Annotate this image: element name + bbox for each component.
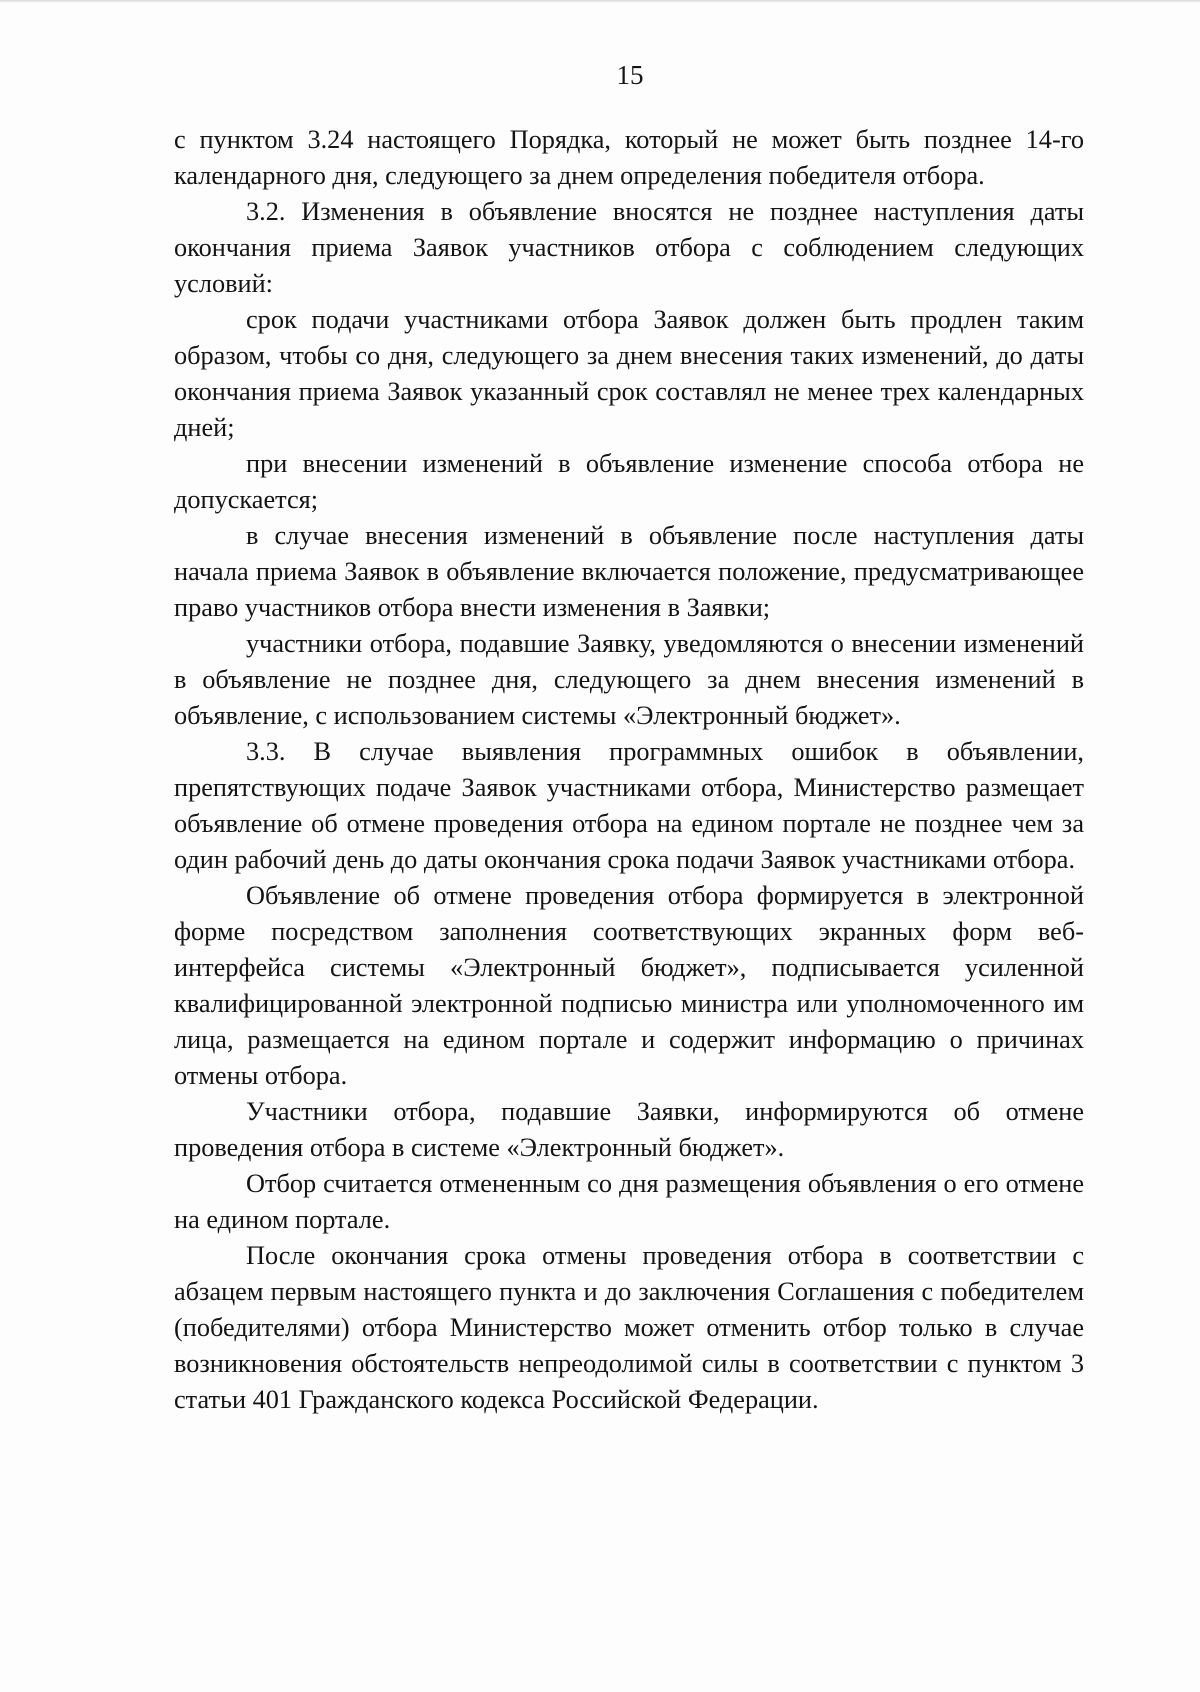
paragraph-cancelled-date: Отбор считается отмененным со дня размещения объявления о его отмене на едином портале. <box>174 1169 1084 1234</box>
paragraph-3-2: 3.2. Изменения в объявление вносятся не позднее наступления даты окончания приема Заявок участников отбора с соблюдением следующих условий: <box>174 197 1084 298</box>
paragraph-notification: участники отбора, подавшие Заявку, уведомляются о внесении изменений в объявление не позднее дня, следующего за днем внесения изменений в объявление, с использованием системы «Электронный бюджет». <box>174 629 1084 730</box>
document-body <box>174 122 1084 1418</box>
scan-edge <box>0 0 1200 3</box>
paragraph-participants-informed: Участники отбора, подавшие Заявки, информируются об отмене проведения отбора в системе «Электронный бюджет». <box>174 1097 1084 1162</box>
paragraph-condition-method: при внесении изменений в объявление изменение способа отбора не допускается; <box>174 449 1084 514</box>
paragraph-3-3: 3.3. В случае выявления программных ошибок в объявлении, препятствующих подаче Заявок участниками отбора, Министерство размещает объявление об отмене проведения отбора на едином портале не позднее чем за один рабочий день до даты окончания срока подачи Заявок участниками отбора. <box>174 737 1084 874</box>
paragraph-condition-changes: в случае внесения изменений в объявление после наступления даты начала приема Заявок в объявление включается положение, предусматривающее право участников отбора внести изменения в Заявки; <box>174 521 1084 622</box>
paragraph-cancellation-form: Объявление об отмене проведения отбора формируется в электронной форме посредством заполнения соответствующих экранных форм веб-интерфейса системы «Электронный бюджет», подписывается усиленной квалифицированной электронной подписью министра или уполномоченного им лица, размещается на едином портале и содержит информацию о причинах отмены отбора. <box>174 881 1084 1090</box>
page-number: 15 <box>616 60 644 90</box>
paragraph-continuation: с пунктом 3.24 настоящего Порядка, который не может быть позднее 14-го календарного дня, следующего за днем определения победителя отбора. <box>174 125 1084 190</box>
paragraph-condition-deadline: срок подачи участниками отбора Заявок должен быть продлен таким образом, чтобы со дня, следующего за днем внесения таких изменений, до даты окончания приема Заявок указанный срок составлял не менее трех календарных дней; <box>174 305 1084 442</box>
paragraph-force-majeure: После окончания срока отмены проведения отбора в соответствии с абзацем первым настоящего пункта и до заключения Соглашения с победителем (победителями) отбора Министерство может отменить отбор только в случае возникновения обстоятельств непреодолимой силы в соответствии с пунктом 3 статьи 401 Гражданского кодекса Российской Федерации. <box>174 1241 1084 1414</box>
